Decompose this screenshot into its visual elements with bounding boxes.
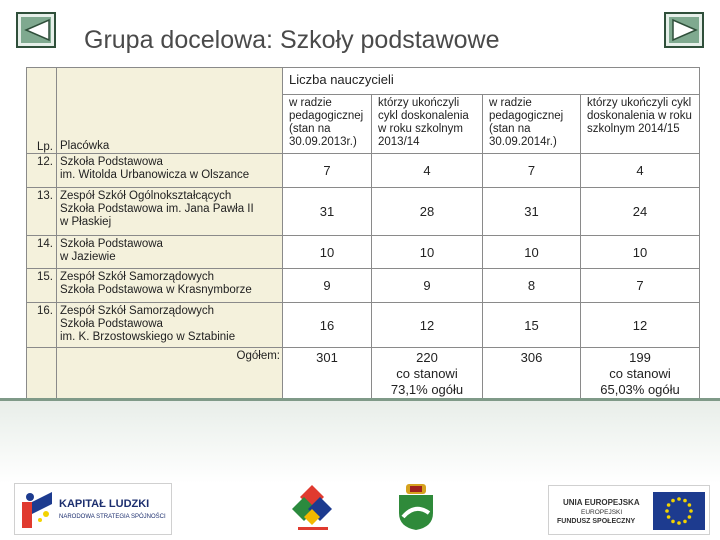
- total-line: 301: [316, 350, 338, 365]
- header-lp: Lp.: [27, 68, 57, 154]
- total-line: co stanowi: [609, 366, 671, 381]
- ue-line3: FUNDUSZ SPOŁECZNY: [557, 518, 636, 525]
- eu-star-icon: [688, 515, 692, 519]
- eu-social-fund-logo: [548, 485, 710, 535]
- eu-star-icon: [683, 520, 687, 524]
- value-cell: 10: [283, 236, 372, 269]
- row-lp: 16.: [27, 303, 57, 348]
- value-cell: 10: [483, 236, 581, 269]
- eu-flag-icon: [653, 492, 705, 530]
- value-cell: 28: [372, 188, 483, 236]
- place-line: Szkoła Podstawowa: [60, 156, 163, 168]
- place-line: Zespół Szkół Ogólnokształcących: [60, 190, 232, 202]
- value-cell: 7: [483, 154, 581, 188]
- total-cell: [372, 348, 483, 406]
- ue-line2: EUROPEJSKI: [581, 509, 623, 516]
- table-row: [27, 154, 700, 188]
- table-row: [27, 236, 700, 269]
- place-line: w Jaziewie: [60, 251, 116, 263]
- total-cell: [283, 348, 372, 406]
- value-cell: 15: [483, 303, 581, 348]
- table-row: [27, 303, 700, 348]
- total-lp-cell: [27, 348, 57, 406]
- total-line: 306: [520, 350, 543, 365]
- table-row: [27, 188, 700, 236]
- eu-star-icon: [667, 503, 671, 507]
- ue-line1: UNIA EUROPEJSKA: [563, 498, 640, 507]
- total-label: Ogółem:: [57, 348, 283, 406]
- table-row: [27, 269, 700, 303]
- place-line: w Płaskiej: [60, 216, 112, 228]
- header-place: Placówka: [57, 68, 283, 154]
- eu-star-icon: [671, 499, 675, 503]
- value-cell: 24: [581, 188, 700, 236]
- value-cell: 10: [372, 236, 483, 269]
- kl-title: KAPITAŁ LUDZKI: [59, 498, 150, 510]
- place-line: Szkoła Podstawowa: [60, 318, 163, 330]
- place-line: Szkoła Podstawowa im. Jana Pawła II: [60, 203, 254, 215]
- total-line: co stanowi: [396, 366, 458, 381]
- place-line: Szkoła Podstawowa: [60, 238, 163, 250]
- row-place: [57, 154, 283, 188]
- place-line: Zespół Szkół Samorządowych: [60, 305, 215, 317]
- gmina-coat-of-arms-logo: [395, 483, 437, 531]
- eu-star-icon: [677, 521, 681, 525]
- column-header: którzy ukończyli cykl doskonalenia w roku szkolnym 2013/14: [372, 95, 483, 154]
- row-place: [57, 303, 283, 348]
- row-lp: 12.: [27, 154, 57, 188]
- row-lp: 13.: [27, 188, 57, 236]
- value-cell: 31: [283, 188, 372, 236]
- total-line: 199: [629, 350, 651, 365]
- value-cell: 7: [581, 269, 700, 303]
- kl-subtitle: NARODOWA STRATEGIA SPÓJNOŚCI: [59, 514, 166, 520]
- total-line: 73,1% ogółu: [390, 382, 464, 397]
- place-line: im. K. Brzostowskiego w Sztabinie: [60, 331, 236, 343]
- eu-star-icon: [689, 509, 693, 513]
- kapital-ludzki-logo: [14, 483, 172, 535]
- column-header: w radzie pedagogicznej (stan na 30.09.2014r.): [483, 95, 581, 154]
- value-cell: 12: [581, 303, 700, 348]
- value-cell: 16: [283, 303, 372, 348]
- place-line: Zespół Szkół Samorządowych: [60, 271, 215, 283]
- previous-slide-button[interactable]: [16, 12, 56, 48]
- slide-title: Grupa docelowa: Szkoły podstawowe: [84, 26, 500, 54]
- value-cell: 9: [283, 269, 372, 303]
- value-cell: 9: [372, 269, 483, 303]
- value-cell: 8: [483, 269, 581, 303]
- row-place: [57, 269, 283, 303]
- value-cell: 7: [283, 154, 372, 188]
- eu-star-icon: [677, 497, 681, 501]
- value-cell: 10: [581, 236, 700, 269]
- eu-star-icon: [671, 520, 675, 524]
- row-place: [57, 188, 283, 236]
- value-cell: 12: [372, 303, 483, 348]
- row-lp: 14.: [27, 236, 57, 269]
- eu-star-icon: [665, 509, 669, 513]
- kapital-ludzki-mark-icon: [18, 488, 56, 532]
- place-line: Szkoła Podstawowa w Krasnymborze: [60, 284, 252, 296]
- row-place: [57, 236, 283, 269]
- total-cell: [483, 348, 581, 406]
- value-cell: 31: [483, 188, 581, 236]
- total-line: 220: [416, 350, 438, 365]
- triangle-right-icon: [671, 18, 699, 42]
- total-line: 65,03% ogółu: [600, 382, 680, 397]
- column-header: w radzie pedagogicznej (stan na 30.09.2013r.): [283, 95, 372, 154]
- eu-star-icon: [688, 503, 692, 507]
- eu-star-icon: [683, 499, 687, 503]
- school-logo: [290, 483, 335, 531]
- total-cell: [581, 348, 700, 406]
- next-slide-button[interactable]: [664, 12, 704, 48]
- triangle-left-icon: [23, 18, 51, 42]
- group-header: Liczba nauczycieli: [283, 68, 700, 95]
- teachers-table: [26, 67, 699, 406]
- place-line: im. Witolda Urbanowicza w Olszance: [60, 169, 250, 181]
- eu-star-icon: [667, 515, 671, 519]
- value-cell: 4: [581, 154, 700, 188]
- row-lp: 15.: [27, 269, 57, 303]
- column-header: którzy ukończyli cykl doskonalenia w roku szkolnym 2014/15: [581, 95, 700, 154]
- value-cell: 4: [372, 154, 483, 188]
